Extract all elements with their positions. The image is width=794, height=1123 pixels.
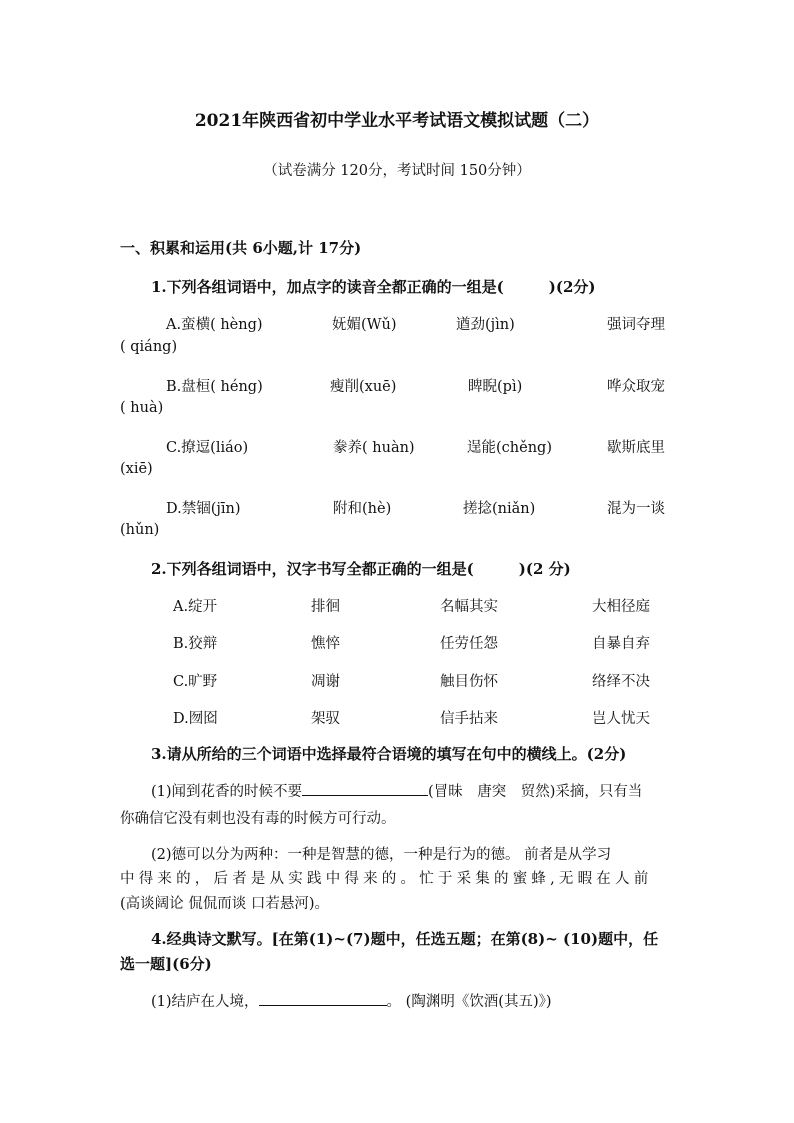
question-2-stem: 2.下列各组词语中，汉字书写全都正确的一组是( )(2 分)	[151, 560, 571, 578]
q4-part1-text-after: 。 (陶渊明《饮酒(其五)》)	[386, 994, 552, 1010]
q1-option-c-2: 豢养( huàn)	[333, 440, 415, 456]
q1-option-a-2: 妩媚(Wǔ)	[332, 317, 397, 333]
q4-part1-text-before: (1)结庐在人境，	[151, 994, 259, 1010]
q2-option-d-1: D.囫囵	[173, 711, 218, 727]
q3-part1-blank[interactable]	[302, 783, 428, 796]
q1-option-a-4-pinyin: ( qiáng)	[120, 339, 178, 355]
q2-option-a-4: 大相径庭	[592, 599, 650, 615]
q2-option-a-3: 名幅其实	[440, 599, 498, 615]
q1-option-d-2: 附和(hè)	[333, 501, 392, 517]
q2-option-b-3: 任劳任怨	[440, 636, 498, 652]
q1-option-a-1: A.蛮横( hèng)	[166, 317, 263, 333]
q3-part1-text-before: (1)闻到花香的时候不要	[151, 784, 303, 800]
question-4-stem-line2: 选一题](6分)	[120, 955, 212, 973]
q2-option-d-2: 架驭	[311, 711, 340, 727]
q1-option-d-1: D.禁锢(jīn)	[166, 501, 241, 517]
q1-option-a-3: 遒劲(jìn)	[456, 317, 515, 333]
q1-option-c-4-pinyin: (xiē)	[120, 461, 153, 477]
q1-option-c-4: 歇斯底里	[607, 440, 665, 456]
q1-option-a-4: 强词夺理	[607, 317, 665, 333]
q3-part2-line1: (2)德可以分为两种：一种是智慧的德，一种是行为的德。 前者是从学习	[151, 847, 612, 863]
question-3-stem: 3.请从所给的三个词语中选择最符合语境的填写在句中的横线上。(2分)	[151, 745, 627, 763]
q4-part1-line	[151, 990, 552, 1011]
q4-part1-blank[interactable]	[259, 993, 387, 1006]
q2-option-d-4: 岂人忧天	[592, 711, 650, 727]
page-title: 2021年陕西省初中学业水平考试语文模拟试题（二）	[194, 111, 600, 131]
question-1-stem: 1.下列各组词语中，加点字的读音全都正确的一组是( )(2分)	[151, 278, 596, 296]
q1-option-b-4-pinyin: ( huà)	[120, 400, 164, 416]
q1-option-d-4-pinyin: (hǔn)	[120, 522, 160, 538]
q3-part2-line2: 中得来的，后者是从实践中得来的。忙于采集的蜜蜂,无暇在人前	[120, 871, 653, 887]
question-4-stem-line1: 4.经典诗文默写。[在第(1)~(7)题中，任选五题；在第(8)~ (10)题中，任	[151, 930, 659, 948]
q1-option-b-2: 瘦削(xuē)	[330, 379, 397, 395]
q2-option-a-1: A.绽开	[173, 599, 218, 615]
section-heading: 一、积累和运用(共 6小题,计 17分)	[120, 239, 362, 257]
q1-option-d-4: 混为一谈	[607, 501, 665, 517]
q2-option-c-3: 触目伤怀	[440, 674, 498, 690]
q2-option-b-1: B.狡辩	[173, 636, 218, 652]
q1-option-b-1: B.盘桓( héng)	[166, 379, 263, 395]
q2-option-c-1: C.旷野	[173, 674, 218, 690]
q3-part2-line3: (高谈阔论 侃侃而谈 口若悬河)。	[120, 896, 330, 912]
q2-option-a-2: 排徊	[311, 599, 340, 615]
exam-info: （试卷满分 120分，考试时间 150分钟）	[263, 163, 531, 179]
q2-option-b-4: 自暴自弃	[592, 636, 650, 652]
q1-option-b-4: 哗众取宠	[607, 379, 665, 395]
q3-part1-text-after: (冒昧 唐突 贸然)采摘，只有当	[428, 784, 643, 800]
q3-part1-line2: 你确信它没有刺也没有毒的时候方可行动。	[120, 811, 396, 827]
q2-option-b-2: 憔悴	[311, 636, 340, 652]
q2-option-c-4: 络绎不决	[592, 674, 650, 690]
q1-option-c-1: C.撩逗(liáo)	[166, 440, 249, 456]
q1-option-d-3: 搓捻(niǎn)	[463, 501, 536, 517]
q2-option-c-2: 凋谢	[311, 674, 340, 690]
q2-option-d-3: 信手拈来	[440, 711, 498, 727]
q3-part1-line1	[151, 780, 642, 801]
q1-option-c-3: 逞能(chěng)	[467, 440, 552, 456]
q1-option-b-3: 睥睨(pì)	[468, 379, 523, 395]
